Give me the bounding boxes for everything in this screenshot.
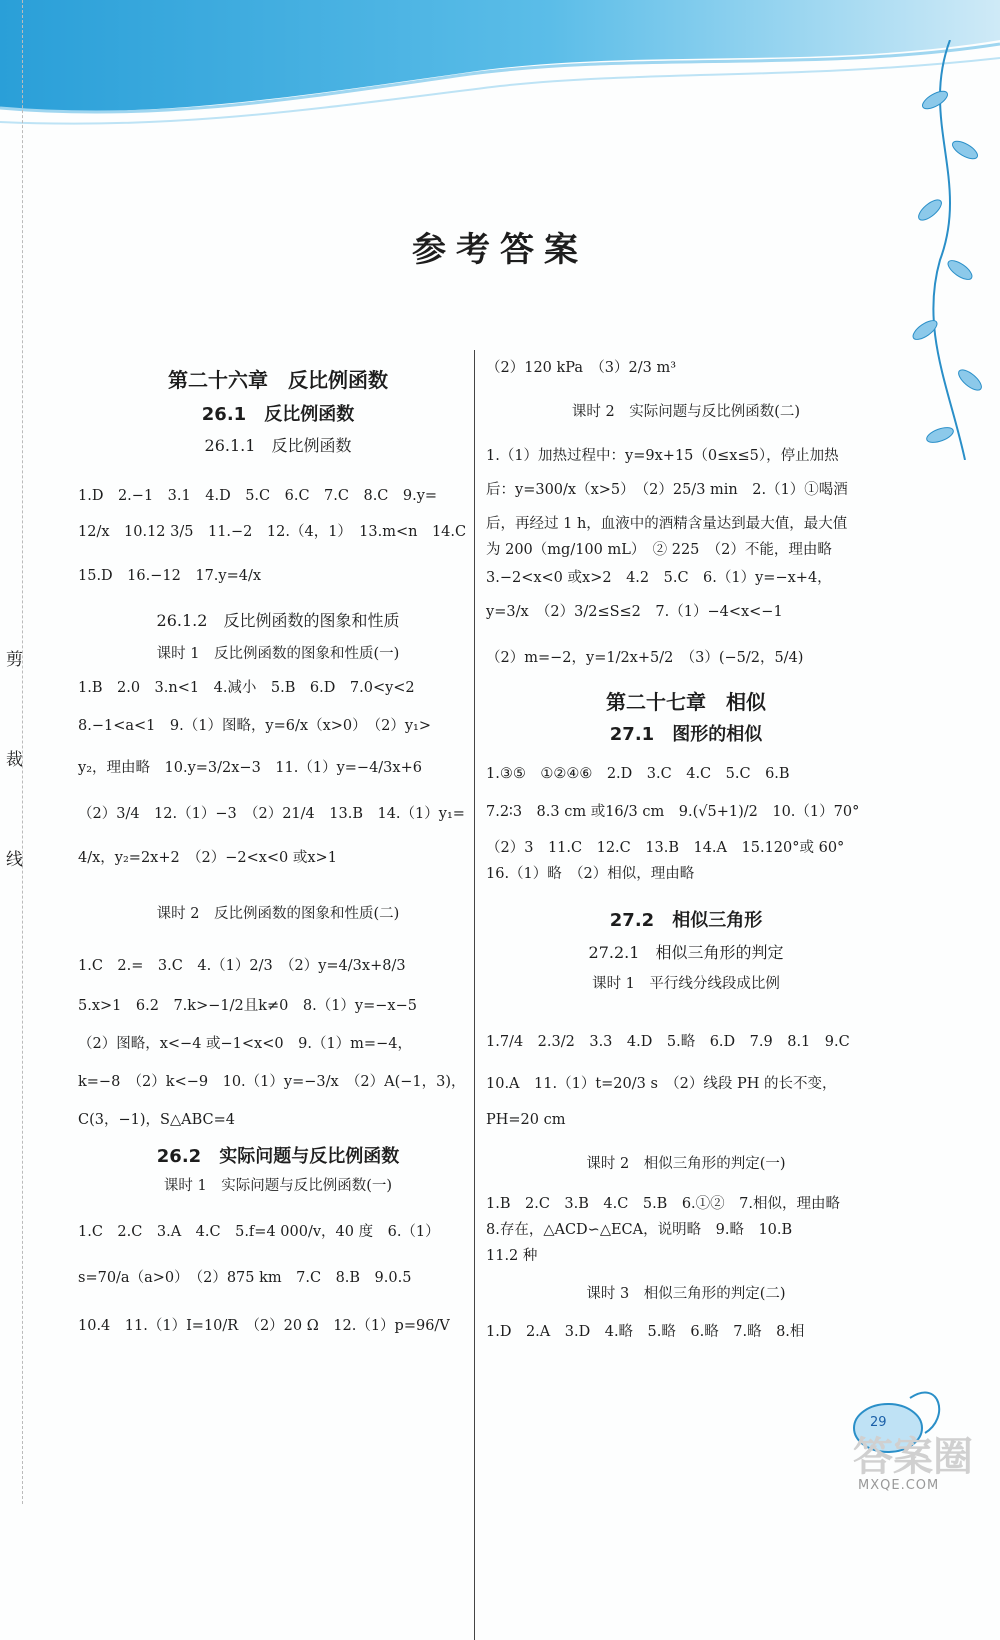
- answer-line: 后，再经过 1 h，血液中的酒精含量达到最大值，最大值: [486, 516, 848, 532]
- answer-line: （2）3/4 12.（1）−3 （2）21/4 13.B 14.（1）y₁=: [78, 806, 465, 822]
- cut-mark: 裁: [6, 750, 23, 770]
- answer-line: 1.7/4 2.3/2 3.3 4.D 5.略 6.D 7.9 8.1 9.C: [486, 1034, 850, 1050]
- lesson-heading: 课时 1 平行线分线段成比例: [592, 976, 780, 992]
- answer-line: 10.4 11.（1）I=10/R （2）20 Ω 12.（1）p=96/V: [78, 1318, 450, 1334]
- answer-line: 3.−2<x<0 或x>2 4.2 5.C 6.（1）y=−x+4，: [486, 570, 832, 586]
- lesson-heading: 课时 2 相似三角形的判定(一): [586, 1156, 786, 1172]
- answer-line: 8.存在，△ACD∽△ECA，说明略 9.略 10.B: [486, 1222, 793, 1238]
- answer-line: k=−8 （2）k<−9 10.（1）y=−3/x （2）A(−1，3)，: [78, 1074, 466, 1090]
- answer-line: 1.C 2.C 3.A 4.C 5.f=4 000/v，40 度 6.（1）: [78, 1224, 440, 1240]
- page-title: 参考答案: [412, 230, 588, 270]
- lesson-heading: 课时 1 实际问题与反比例函数(一): [163, 1178, 393, 1194]
- answer-line: 15.D 16.−12 17.y=4/x: [78, 568, 262, 584]
- answer-line: PH=20 cm: [486, 1112, 566, 1128]
- chapter-heading: 第二十六章 反比例函数: [168, 368, 388, 392]
- decorative-blue-band: [0, 0, 1000, 160]
- chapter-heading: 第二十七章 相似: [606, 690, 766, 714]
- cut-mark: 线: [6, 850, 23, 870]
- answer-line: 为 200（mg/100 mL） ② 225 （2）不能，理由略: [486, 542, 832, 558]
- answer-line: y=3/x （2）3/2≤S≤2 7.（1）−4<x<−1: [486, 604, 783, 620]
- answer-line: 1.B 2.0 3.n<1 4.减小 5.B 6.D 7.0<y<2: [78, 680, 415, 696]
- svg-text:答案圈: 答案圈: [853, 1434, 973, 1480]
- lesson-heading: 课时 2 实际问题与反比例函数(二): [571, 404, 801, 420]
- answer-line: 1.D 2.−1 3.1 4.D 5.C 6.C 7.C 8.C 9.y=: [78, 488, 438, 504]
- answer-line: 4/x，y₂=2x+2 （2）−2<x<0 或x>1: [78, 850, 337, 866]
- column-divider: [474, 350, 475, 1640]
- answer-line: 后：y=300/x（x>5） （2）25/3 min 2.（1）①喝酒: [486, 482, 848, 498]
- answer-line: 7.2∶3 8.3 cm 或16/3 cm 9.(√5+1)/2 10.（1）70°: [486, 804, 860, 820]
- answer-line: C(3，−1)，S△ABC=4: [78, 1112, 235, 1128]
- answer-line: （2）3 11.C 12.C 13.B 14.A 15.120°或 60°: [486, 840, 845, 856]
- answer-line: 1.（1）加热过程中：y=9x+15（0≤x≤5），停止加热: [486, 448, 839, 464]
- watermark-url: MXQE.COM: [858, 1478, 940, 1493]
- section-heading: 26.1 反比例函数: [201, 404, 355, 425]
- answer-line: 5.x>1 6.2 7.k>−1/2且k≠0 8.（1）y=−x−5: [78, 998, 417, 1014]
- answer-line: 12/x 10.12 3/5 11.−2 12.（4，1） 13.m<n 14.C: [78, 524, 467, 540]
- answer-line: 1.③⑤ ①②④⑥ 2.D 3.C 4.C 5.C 6.B: [486, 766, 790, 782]
- page-number: 29: [870, 1415, 887, 1430]
- answer-line: 16.（1）略 （2）相似，理由略: [486, 866, 695, 882]
- section-heading: 27.2 相似三角形: [609, 910, 763, 931]
- answer-line: 1.D 2.A 3.D 4.略 5.略 6.略 7.略 8.相: [486, 1324, 805, 1340]
- answer-line: s=70/a（a>0） （2）875 km 7.C 8.B 9.0.5: [78, 1270, 412, 1286]
- subsection-heading: 26.1.2 反比例函数的图象和性质: [156, 611, 400, 630]
- subsection-heading: 26.1.1 反比例函数: [204, 436, 352, 455]
- answer-line: 1.C 2.= 3.C 4.（1）2/3 （2）y=4/3x+8/3: [78, 958, 406, 974]
- subsection-heading: 27.2.1 相似三角形的判定: [588, 943, 784, 962]
- answer-line: 10.A 11.（1）t=20/3 s （2）线段 PH 的长不变，: [486, 1076, 837, 1092]
- answer-line: 11.2 种: [486, 1248, 538, 1264]
- cut-mark: 剪: [6, 650, 23, 670]
- section-heading: 27.1 图形的相似: [609, 724, 763, 745]
- answer-line: （2）m=−2，y=1/2x+5/2 （3）(−5/2，5/4): [486, 650, 804, 666]
- lesson-heading: 课时 2 反比例函数的图象和性质(二): [156, 906, 400, 922]
- lesson-heading: 课时 3 相似三角形的判定(二): [586, 1286, 786, 1302]
- answer-line: 8.−1<a<1 9.（1）图略，y=6/x（x>0） （2）y₁>: [78, 718, 431, 734]
- answer-line: 1.B 2.C 3.B 4.C 5.B 6.①② 7.相似，理由略: [486, 1196, 840, 1212]
- answer-line: y₂，理由略 10.y=3/2x−3 11.（1）y=−4/3x+6: [78, 760, 422, 776]
- answer-line: （2）图略，x<−4 或−1<x<0 9.（1）m=−4，: [78, 1036, 412, 1052]
- lesson-heading: 课时 1 反比例函数的图象和性质(一): [156, 646, 400, 662]
- answer-line: （2）120 kPa （3）2/3 m³: [486, 360, 677, 376]
- section-heading: 26.2 实际问题与反比例函数: [156, 1146, 400, 1167]
